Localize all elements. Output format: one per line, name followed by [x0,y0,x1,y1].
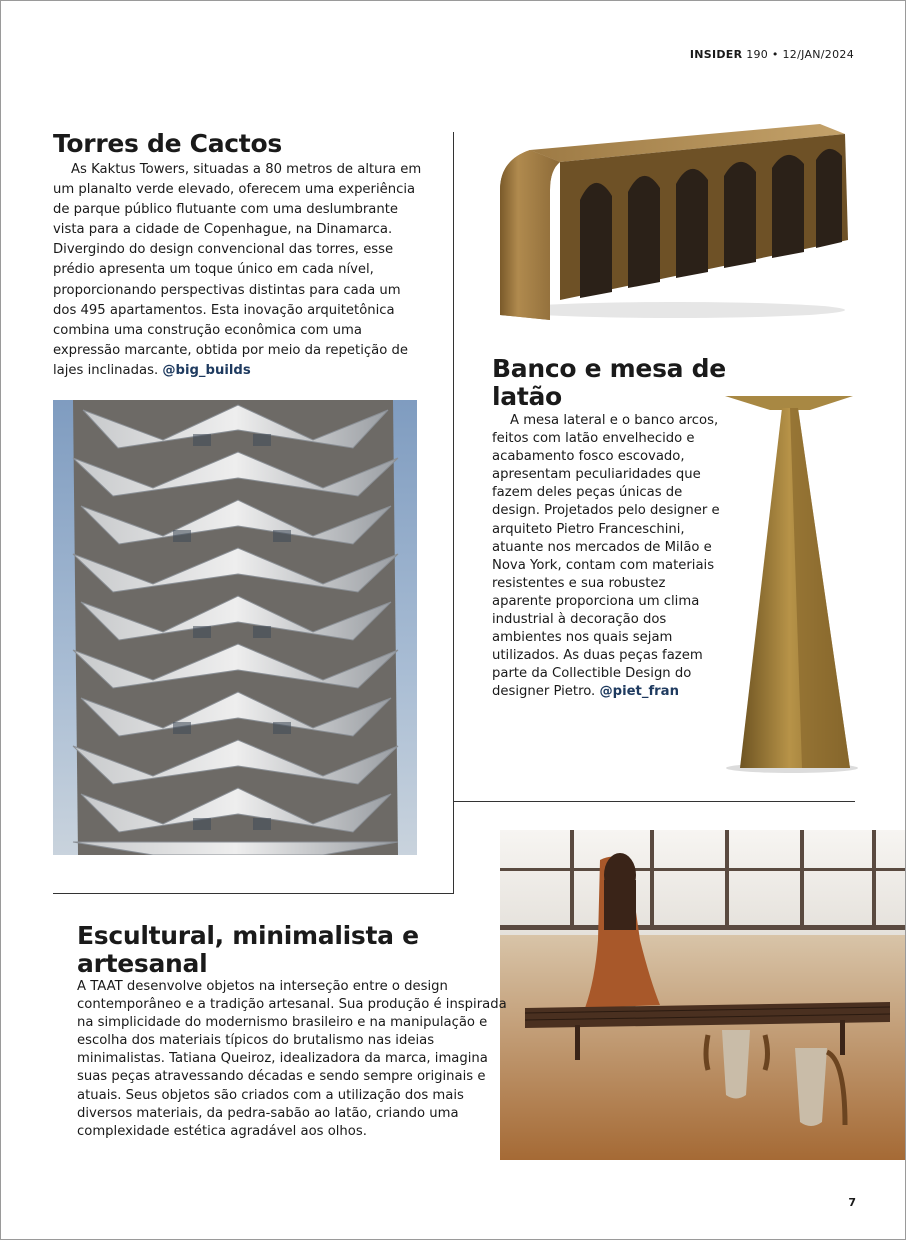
article-title-taat: Escultural, minimalista e artesanal [77,921,419,978]
magazine-name: INSIDER [689,48,743,61]
article-title-cactus-towers: Torres de Cactos [53,129,282,158]
brass-side-table-photo [720,390,858,775]
instagram-handle-big-builds[interactable]: @big_builds [162,362,251,378]
page-number: 7 [848,1196,856,1209]
column-divider [453,132,454,894]
section-divider-left [53,893,454,894]
page-header [690,48,854,61]
instagram-handle-piet-fran[interactable]: @piet_fran [599,684,679,700]
section-divider-right [453,801,855,802]
brass-arch-bench-photo [490,120,855,320]
issue-date: 12/JAN/2024 [782,48,854,61]
article-text: As Kaktus Towers, situadas a 80 metros de altura em um planalto verde elevado, oferecem uma experiência de parque público flutuante com uma deslumbrante vista para a cidade de Copenhague, na Dinamarca. Divergindo do design convencional das torres, esse prédio apresenta um toque único em cada nível, proporcionando perspectivas distintas para cada um dos 495 apartamentos. Esta inovação arquitetônica combina uma construção econômica com uma expressão marcante, obtida por meio da repetição de lajes inclinadas. [53,162,422,378]
article-body-brass-bench [492,412,724,702]
article-text: A mesa lateral e o banco arcos, feitos com latão envelhecido e acabamento fosco escovado, apresentam peculiaridades que fazem deles peças únicas de design. Projetados pelo designer e arquiteto Pietro Franceschini, atuante nos mercados de Milão e Nova York, contam com materiais resistentes e sua robustez aparente proporciona um clima industrial à decoração dos ambientes nos quais sejam utilizados. As duas peças fazem parte da Collectible Design do designer Pietro. [492,413,720,700]
issue-number: 190 [746,48,769,61]
article-title-brass-bench: Banco e mesa de latão [492,354,726,411]
woman-on-wooden-bench-photo [500,830,905,1160]
header-separator: • [771,48,779,61]
kaktus-towers-photo [53,400,417,855]
article-body-cactus-towers [53,160,423,381]
article-body-taat: A TAAT desenvolve objetos na interseção entre o design contemporâneo e a tradição artesanal. Sua produção é inspirada na simplicidade do modernismo brasileiro e na manipulação e escolha dos materiais típicos do brutalismo nas ideias minimalistas. Tatiana Queiroz, idealizadora da marca, imagina suas peças atravessando décadas e sendo sempre originais e atuais. Seus objetos são criados com a utilização dos mais diversos materiais, da pedra-sabão ao latão, criando uma complexidade estética agradável aos olhos. [77,979,507,1139]
